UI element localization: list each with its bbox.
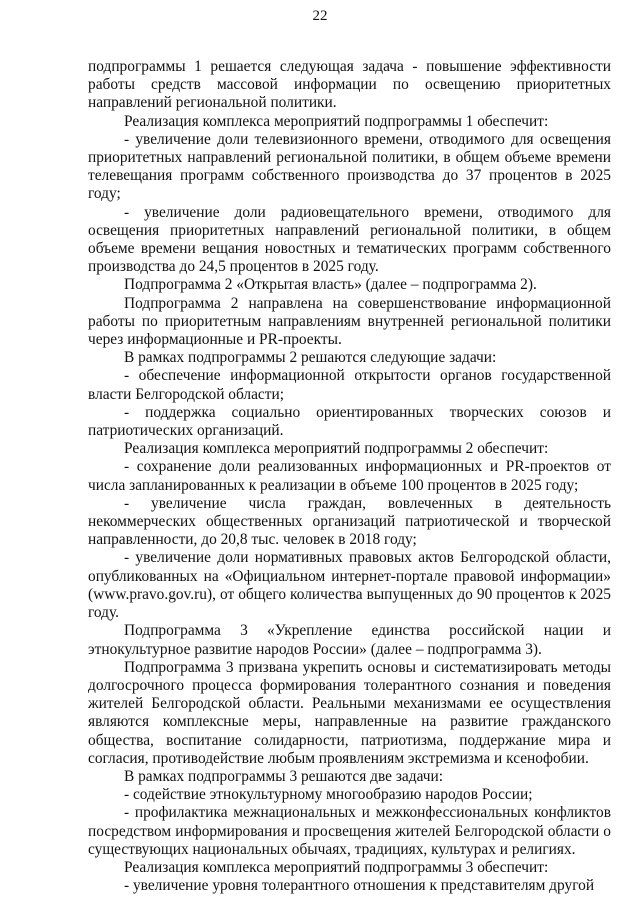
subprogram-heading: Подпрограмма 3 «Укрепление единства российской нации и этнокультурное развитие народов России» (далее – подпрограмма 3). [88, 622, 611, 658]
paragraph: Реализация комплекса мероприятий подпрограммы 2 обеспечит: [124, 440, 549, 458]
list-item: - увеличение уровня толерантного отношения к представителям другой [124, 877, 595, 895]
page-number: 22 [312, 8, 328, 24]
list-item: - поддержка социально ориентированных творческих союзов и патриотических организаций. [88, 403, 611, 440]
list-item: - обеспечение информационной открытости органов государственной власти Белгородской области; [88, 367, 611, 403]
list-item: - увеличение доли нормативных правовых актов Белгородской области, опубликованных на «Официальном интернет-портале правовой информации» (www.pravo.gov.ru), от общего количества выпущенных до 90 процентов к 2025 году. [88, 549, 611, 622]
list-item: - содействие этнокультурному многообразию народов России; [124, 786, 533, 804]
paragraph: подпрограммы 1 решается следующая задача - повышение эффективности работы средств массовой информации по освещению приоритетных направлений региональной политики. [88, 58, 611, 112]
list-item: - сохранение доли реализованных информационных и PR-проектов от числа запланированных к реализации в объеме 100 процентов в 2025 году; [88, 458, 611, 494]
document-body [88, 58, 611, 895]
list-item: - профилактика межнациональных и межконфессиональных конфликтов посредством информирования и просвещения жителей Белгородской области о существующих национальных обычаях, традициях, культурах и религиях. [88, 804, 611, 858]
paragraph: Реализация комплекса мероприятий подпрограммы 3 обеспечит: [124, 858, 549, 876]
paragraph: В рамках подпрограммы 2 решаются следующие задачи: [124, 349, 497, 367]
list-item: - увеличение доли радиовещательного времени, отводимого для освещения приоритетных направлений региональной политики, в общем объеме времени вещания новостных и тематических программ собственного производства до 24,5 процентов в 2025 году. [88, 203, 611, 276]
subprogram-heading: Подпрограмма 2 «Открытая власть» (далее – подпрограмма 2). [124, 276, 537, 294]
list-item: - увеличение числа граждан, вовлеченных в деятельность некоммерческих общественных организаций патриотической и творческой направленности, до 20,8 тыс. человек в 2018 году; [88, 494, 611, 549]
paragraph: В рамках подпрограммы 3 решаются две задачи: [124, 767, 444, 785]
paragraph: Реализация комплекса мероприятий подпрограммы 1 обеспечит: [124, 112, 549, 130]
list-item: - увеличение доли телевизионного времени, отводимого для освещения приоритетных направлений региональной политики, в общем объеме времени телевещания программ собственного производства до 37 процентов в 2025 году; [88, 130, 611, 203]
paragraph: Подпрограмма 3 призвана укрепить основы и систематизировать методы долгосрочного процесса формирования толерантного сознания и поведения жителей Белгородской области. Реальными механизмами ее осуществления являются комплексные меры, направленные на развитие гражданского общества, воспитание солидарности, патриотизма, поддержание мира и согласия, противодействие любым проявлениям экстремизма и ксенофобии. [88, 658, 611, 767]
paragraph: Подпрограмма 2 направлена на совершенствование информационной работы по приоритетным направлениям внутренней региональной политики через информационные и PR-проекты. [88, 294, 611, 349]
